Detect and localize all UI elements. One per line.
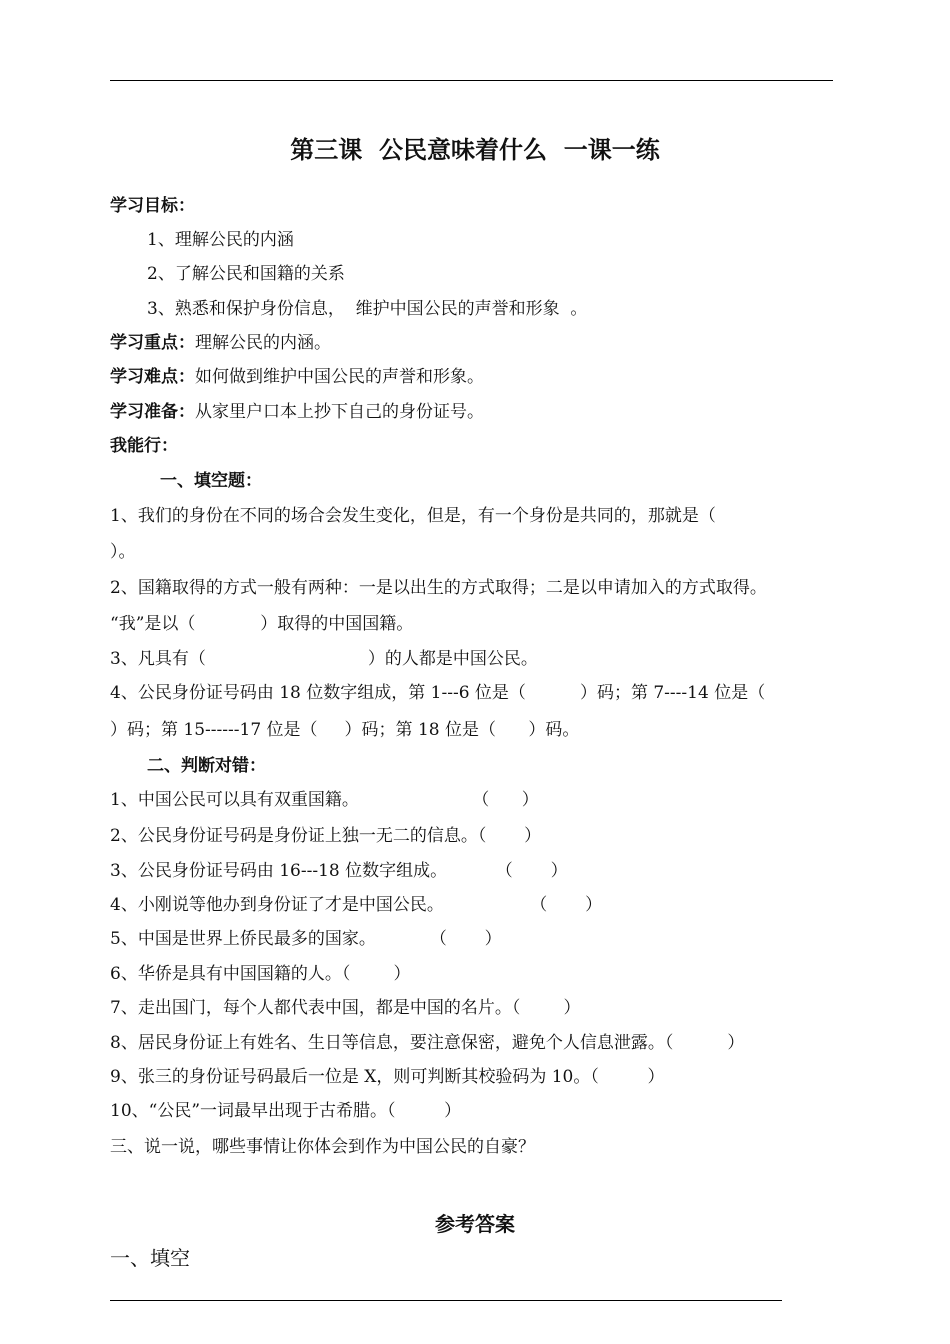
answers-subheading: 一、填空 (110, 1246, 190, 1270)
judge-item: 5、中国是世界上侨民最多的国家。 （ ） (110, 929, 502, 949)
footer-rule (110, 1300, 782, 1301)
fill-line: 3、凡具有（ ）的人都是中国公民。 (110, 649, 538, 669)
judge-item: 7、走出国门，每个人都代表中国，都是中国的名片。（ ） (110, 998, 581, 1018)
header-rule (110, 80, 833, 81)
judge-item: 6、华侨是具有中国国籍的人。（ ） (110, 964, 411, 984)
key-point (110, 332, 331, 354)
answers-title: 参考答案 (435, 1212, 515, 1236)
judge-item: 9、张三的身份证号码最后一位是 X，则可判断其校验码为 10。（ ） (110, 1067, 665, 1087)
judge-item: 8、居民身份证上有姓名、生日等信息，要注意保密，避免个人信息泄露。（ ） (110, 1033, 745, 1053)
fill-line: ）。 (110, 542, 136, 562)
fill-line: ）码；第 15------17 位是（ ）码；第 18 位是（ ）码。 (110, 720, 580, 740)
fill-line: “我”是以（ ）取得的中国国籍。 (110, 614, 414, 634)
page-title: 第三课 公民意味着什么 一课一练 (290, 136, 660, 164)
goals-label: 学习目标： (110, 196, 195, 216)
goal-item: 2、了解公民和国籍的关系 (147, 264, 345, 284)
preparation (110, 401, 484, 423)
key-point-label: 学习重点： (110, 333, 195, 353)
section1-heading: 一、填空题： (160, 471, 262, 491)
difficulty-text: 如何做到维护中国公民的声誉和形象。 (195, 367, 484, 387)
i-can-heading: 我能行： (110, 436, 178, 456)
section2-heading: 二、判断对错： (147, 756, 266, 776)
fill-line: 1、我们的身份在不同的场合会发生变化，但是，有一个身份是共同的，那就是（ (110, 506, 716, 526)
judge-item: 1、中国公民可以具有双重国籍。 （ ） (110, 790, 539, 810)
judge-item: 2、公民身份证号码是身份证上独一无二的信息。（ ） (110, 826, 542, 846)
judge-item: 3、公民身份证号码由 16---18 位数字组成。 （ ） (110, 861, 568, 881)
section3-heading: 三、说一说，哪些事情让你体会到作为中国公民的自豪？ (110, 1137, 535, 1157)
difficulty (110, 366, 484, 388)
goal-item: 1、理解公民的内涵 (147, 230, 294, 250)
key-point-text: 理解公民的内涵。 (195, 333, 331, 353)
judge-item: 4、小刚说等他办到身份证了才是中国公民。 （ ） (110, 895, 603, 915)
fill-line: 4、公民身份证号码由 18 位数字组成，第 1---6 位是（ ）码；第 7----14 位是（ (110, 683, 766, 703)
judge-item: 10、“公民”一词最早出现于古希腊。（ ） (110, 1101, 462, 1121)
preparation-text: 从家里户口本上抄下自己的身份证号。 (195, 402, 484, 422)
preparation-label: 学习准备： (110, 402, 195, 422)
fill-line: 2、国籍取得的方式一般有两种：一是以出生的方式取得；二是以申请加入的方式取得。 (110, 578, 767, 598)
goal-item: 3、熟悉和保护身份信息， 维护中国公民的声誉和形象 。 (147, 299, 588, 319)
difficulty-label: 学习难点： (110, 367, 195, 387)
